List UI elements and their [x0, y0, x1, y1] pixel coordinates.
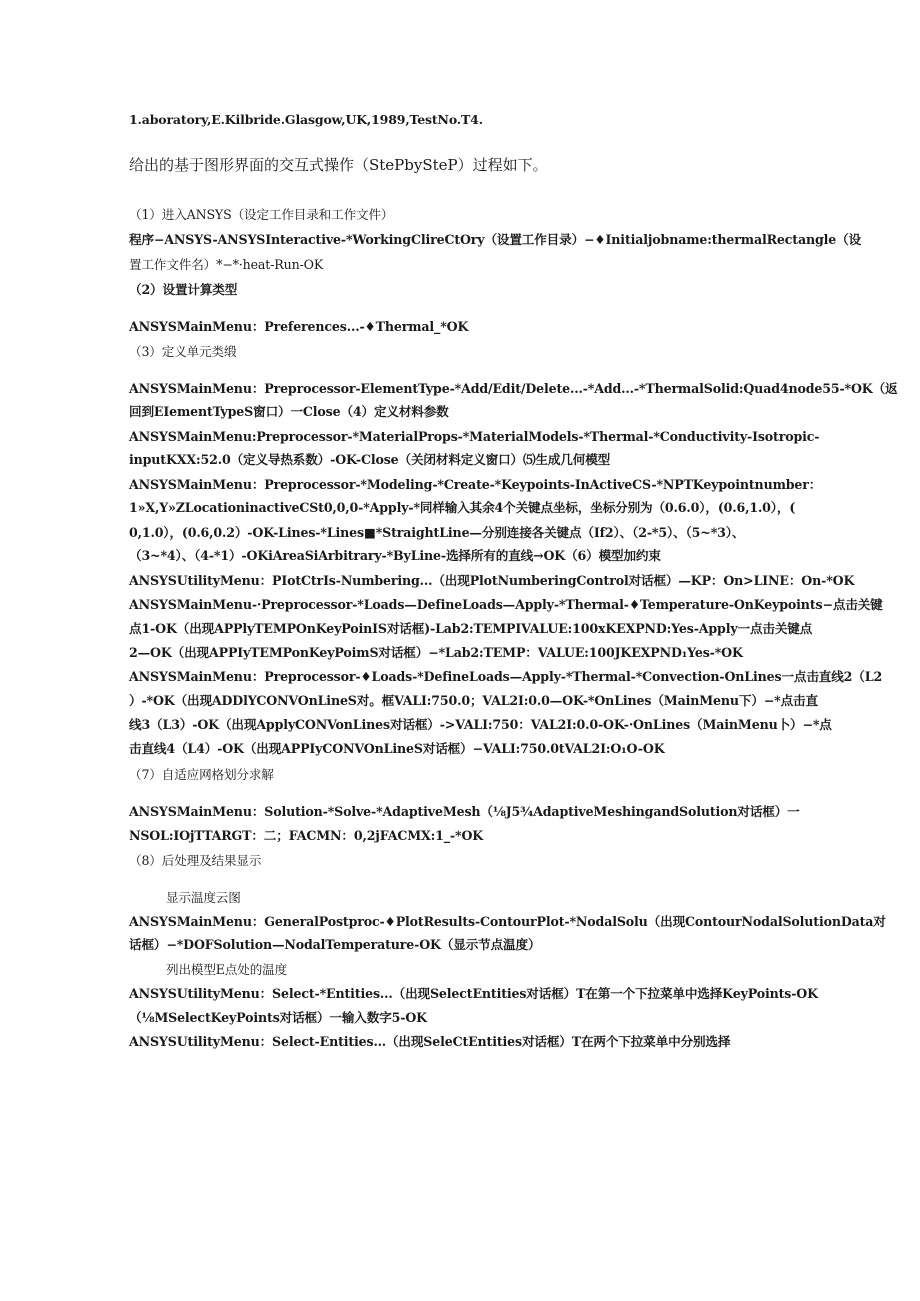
- text-line: 程序−ANSYS-ANSYSInteractive-*WorkingClireCtOry（设置工作目录）−♦Initialjobname:thermalRectangle（设: [129, 232, 862, 247]
- step-heading-3: （3）定义单元类缎: [129, 344, 237, 359]
- text-line: （3~*4）、（4-*1）-OKiAreaSiArbitrary-*ByLine-选择所有的直线→OK（6）模型加约束: [129, 548, 661, 563]
- text-line: inputKXX:52.0（定义导热系数）-OK-Close（关闭材料定义窗口）⑸生成几何模型: [129, 452, 611, 467]
- text-line: 0,1.0），(0.6,0.2）-OK-Lines-*Lines■*StraightLine—分别连接各关键点（If2）、（2-*5）、（5~*3）、: [129, 525, 745, 540]
- text-line: ANSYSUtilityMenu：Select-Entities…（出现SeleCtEntities对话框）T在两个下拉菜单中分别选择: [129, 1034, 731, 1049]
- step-heading-8: （8）后处理及结果显示: [129, 853, 262, 868]
- text-line: 线3（L3）-OK（出现ApplyCONVonLines对话框）->VALI:750：VAL2I:0.0-OK-·OnLines（MainMenu卜）−*点: [129, 717, 832, 732]
- text-line: ANSYSMainMenu：Preprocessor-*Modeling-*Create-*Keypoints-InActiveCS-*NPTKeypointnumber：: [129, 477, 822, 492]
- text-line: 1»X,Y»ZLocationinactiveCSt0,0,0-*Apply-*同样输入其余4个关键点坐标，坐标分别为（0.6.0），(0.6,1.0），(: [129, 500, 796, 515]
- sub-heading: 列出模型E点处的温度: [166, 962, 288, 977]
- intro-paragraph: 给出的基于图形界面的交互式操作（StePbySteP）过程如下。: [129, 156, 548, 174]
- text-line: ANSYSMainMenu：Preferences...-♦Thermal_*OK: [129, 319, 469, 334]
- text-line: ANSYSMainMenu:Preprocessor-*MaterialProps-*MaterialModels-*Thermal-*Conductivity-Isotropic-: [129, 429, 820, 444]
- step-heading-7: （7）自适应网格划分求解: [129, 767, 274, 782]
- text-line: ANSYSMainMenu：Preprocessor-ElementType-*Add/Edit/Delete...-*Add...-*ThermalSolid:Quad4node55-*OK（返: [129, 381, 898, 396]
- text-line: ANSYSMainMenu-·Preprocessor-*Loads—DefineLoads—Apply-*Thermal-♦Temperature-OnKeypoints−点击关键: [129, 597, 883, 612]
- step-heading-1: （1）进入ANSYS（设定工作目录和工作文件）: [129, 207, 394, 222]
- text-line: 点1-OK（出现APPlyTEMPOnKeyPoinIS对话框)-Lab2:TEMPIVALUE:100xKEXPND:Yes-Apply一点击关键点: [129, 621, 813, 636]
- text-line: （⅛MSelectKeyPoints对话框）一输入数字5-OK: [129, 1010, 427, 1025]
- text-line: 2—OK（出现APPIyTEMPonKeyPoimS对话框）−*Lab2:TEMP：VALUE:100JKEXPND₁Yes-*OK: [129, 645, 743, 660]
- text-line: ANSYSMainMenu：Preprocessor-♦Loads-*DefineLoads—Apply-*Thermal-*Convection-OnLines一点击直线2（L2: [129, 669, 883, 684]
- text-line: ）-*OK（出现ADDlYCONVOnLineS对。框VALI:750.0；VAL2I:0.0—OK-*OnLines（MainMenu下）−*点击直: [129, 693, 818, 708]
- text-line: 回到EIementTypeS窗口）一Close（4）定义材料参数: [129, 404, 449, 419]
- sub-heading: 显示温度云图: [166, 890, 241, 905]
- text-line: 击直线4（L4）-OK（出现APPIyCONVOnLineS对话框）−VALI:750.0tVAL2I:O₁O-OK: [129, 741, 665, 756]
- header-line: 1.aboratory,E.Kilbride.Glasgow,UK,1989,TestNo.T4.: [129, 112, 483, 127]
- text-line: ANSYSMainMenu：Solution-*Solve-*AdaptiveMesh（⅛J5¾AdaptiveMeshingandSolution对话框）一: [129, 804, 800, 819]
- step-heading-2: （2）设置计算类型: [129, 282, 238, 297]
- text-line: ANSYSUtilityMenu：Select-*Entities...（出现SelectEntities对话框）T在第一个下拉菜单中选择KeyPoints-OK: [129, 986, 818, 1001]
- text-line: 置工作文件名）*−*·heat-Run-OK: [129, 257, 324, 272]
- text-line: ANSYSMainMenu：GeneralPostproc-♦PlotResults-ContourPlot-*NodalSolu（出现ContourNodalSolutionData对: [129, 914, 886, 929]
- text-line: 话框）−*DOFSolution—NodalTemperature-OK（显示节点温度）: [129, 937, 541, 952]
- text-line: ANSYSUtilityMenu：PIotCtrIs-Numbering...（出现PlotNumberingControl对话框）—KP：On>LINE：On-*OK: [129, 573, 855, 588]
- text-line: NSOL:IOjTTARGT：二；FACMN：0,2jFACMX:1_-*OK: [129, 828, 484, 843]
